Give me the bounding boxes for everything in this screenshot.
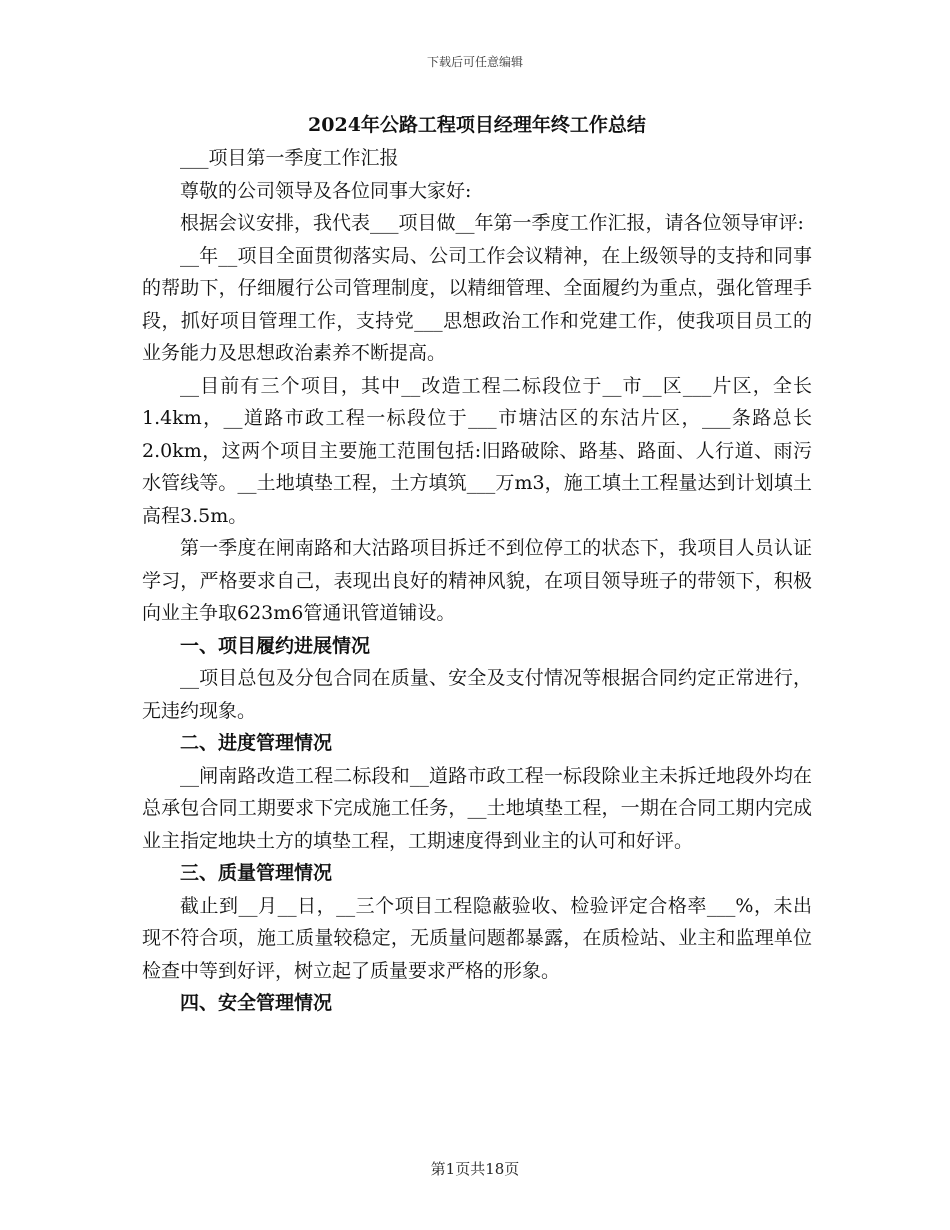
paragraph: __项目总包及分包合同在质量、安全及支付情况等根据合同约定正常进行，无违约现象。 [142,667,812,722]
section-heading: 一、项目履约进展情况 [180,634,371,657]
paragraph: __年__项目全面贯彻落实局、公司工作会议精神，在上级领导的支持和同事的帮助下，仔细履行公司管理制度，以精细管理、全面履约为重点，强化管理手段，抓好项目管理工作，支持党___思想政治工作和党建工作，使我项目员工的业务能力及思想政治素养不断提高。 [142,244,812,364]
paragraph: __闸南路改造工程二标段和__道路市政工程一标段除业主未拆迁地段外均在总承包合同工期要求下完成施工任务，__土地填垫工程，一期在合同工期内完成业主指定地块土方的填垫工程，工期速度得到业主的认可和好评。 [142,764,812,852]
header-note: 下载后可任意编辑 [426,55,523,69]
paragraph: 根据会议安排，我代表___项目做__年第一季度工作汇报，请各位领导审评: [180,212,804,234]
section-heading: 二、进度管理情况 [180,732,333,754]
paragraph: ___项目第一季度工作汇报 [180,147,399,169]
section-heading: 三、质量管理情况 [180,862,333,884]
page-footer: 第1页共18页 [430,1160,520,1178]
paragraph: 截止到__月__日，__三个项目工程隐蔽验收、检验评定合格率___%，未出现不符合项，施工质量较稳定，无质量问题都暴露，在质检站、业主和监理单位检查中等到好评，树立起了质量要求严格的形象。 [142,894,812,982]
document-body [142,108,812,1020]
section-heading: 四、安全管理情况 [180,992,333,1014]
document-title: 2024年公路工程项目经理年终工作总结 [308,114,646,136]
paragraph: 尊敬的公司领导及各位同事大家好: [180,179,472,202]
paragraph: 第一季度在闸南路和大沽路项目拆迁不到位停工的状态下，我项目人员认证学习，严格要求自己，表现出良好的精神风貌，在项目领导班子的带领下，积极向业主争取623m6管通讯管道铺设。 [142,537,812,624]
paragraph: __目前有三个项目，其中__改造工程二标段位于__市__区___片区，全长1.4km，__道路市政工程一标段位于___市塘沽区的东沽片区，___条路总长2.0km，这两个项目主要施工范围包括:旧路破除、路基、路面、人行道、雨污水管线等。__土地填垫工程，土方填筑___万m3，施工填土工程量达到计划填土高程3.5m。 [142,374,812,527]
